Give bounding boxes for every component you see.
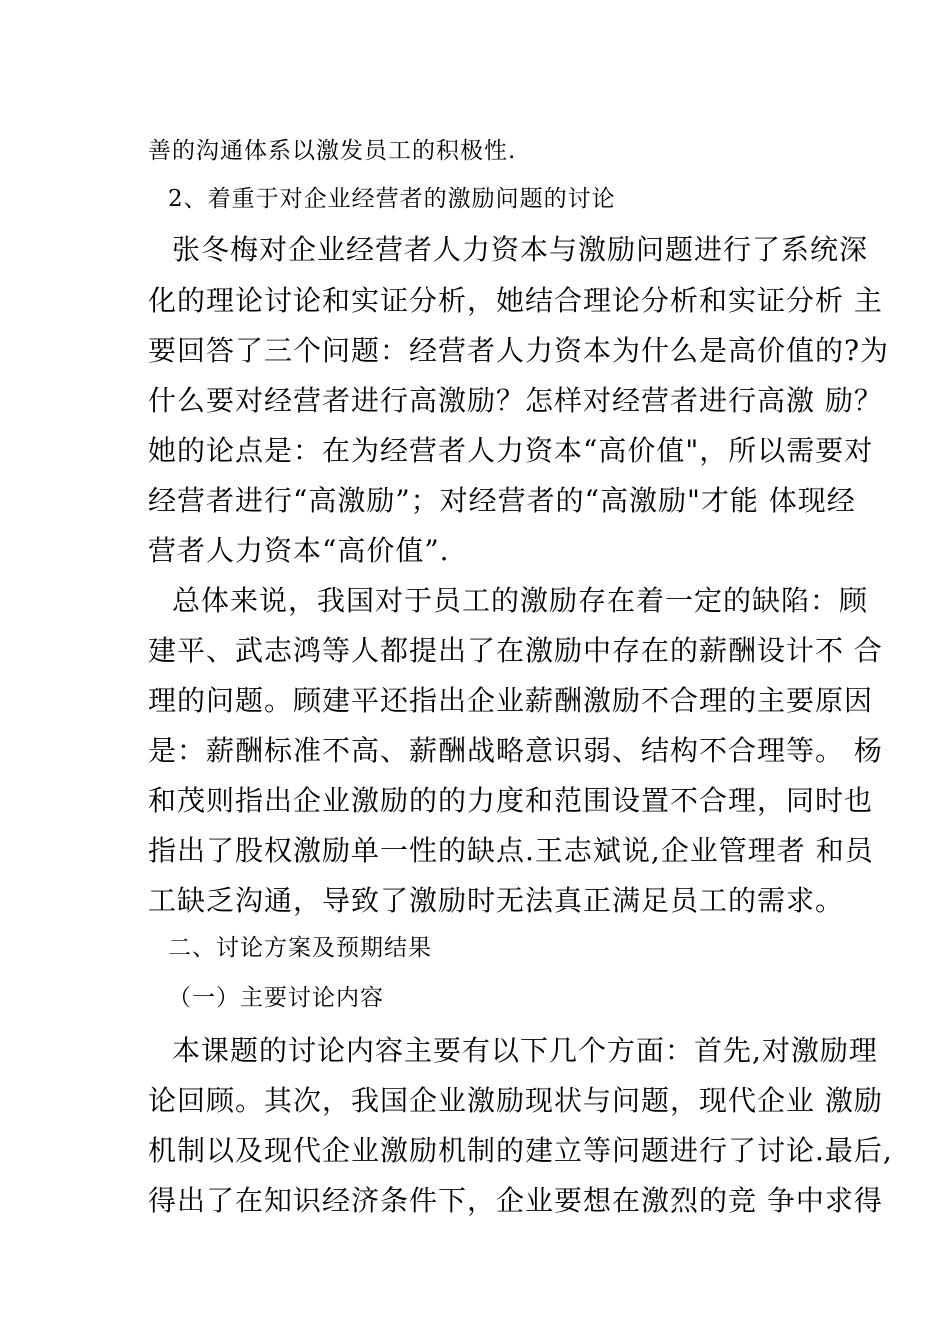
paragraph-line: 理的问题。顾建平还指出企业薪酬激励不合理的主要原因 [148,684,874,717]
paragraph-line: 要回答了三个问题：经营者人力资本为什么是高价值的?为 [148,334,890,367]
paragraph-line: 总体来说，我国对于员工的激励存在着一定的缺陷：顾 [172,584,869,617]
paragraph-line: 论回顾。其次，我国企业激励现状与问题，现代企业 激励 [148,1084,883,1117]
paragraph-line: 得出了在知识经济条件下，企业要想在激烈的竞 争中求得 [148,1184,883,1217]
paragraph-line: 她的论点是：在为经营者人力资本“高价值"，所以需要对 [148,434,874,467]
paragraph-line: 工缺乏沟通，导致了激励时无法真正满足员工的需求。 [148,884,845,917]
paragraph-line: 建平、武志鸿等人都提出了在激励中存在的薪酬设计不 合 [148,634,883,667]
paragraph-line: 化的理论讨论和实证分析，她结合理论分析和实证分析 主 [148,284,883,317]
paragraph-line: 什么要对经营者进行高激励？怎样对经营者进行高激 励？ [148,384,883,417]
paragraph-line: 张冬梅对企业经营者人力资本与激励问题进行了系统深 [172,233,869,266]
paragraph-line: 是：薪酬标准不高、薪酬战略意识弱、结构不合理等。 杨 [148,734,883,767]
paragraph-line: 经营者进行“高激励”；对经营者的“高激励"才能 体现经 [148,484,856,517]
paragraph-line: 本课题的讨论内容主要有以下几个方面：首先,对激励理 [172,1034,878,1067]
paragraph-line: 指出了股权激励单一性的缺点.王志斌说,企业管理者 和员 [148,834,874,867]
section-heading: 二、讨论方案及预期结果 [168,935,432,961]
paragraph-line: 机制以及现代企业激励机制的建立等问题进行了讨论.最后, [148,1134,893,1167]
paragraph-line: 和茂则指出企业激励的的力度和范围设置不合理，同时也 [148,784,874,817]
subsection-heading: （一）主要讨论内容 [168,985,384,1011]
section-heading: 2、着重于对企业经营者的激励问题的讨论 [168,186,616,212]
paragraph-line: 营者人力资本“高价值”. [148,534,450,567]
paragraph-line: 善的沟通体系以激发员工的积极性. [148,138,517,164]
